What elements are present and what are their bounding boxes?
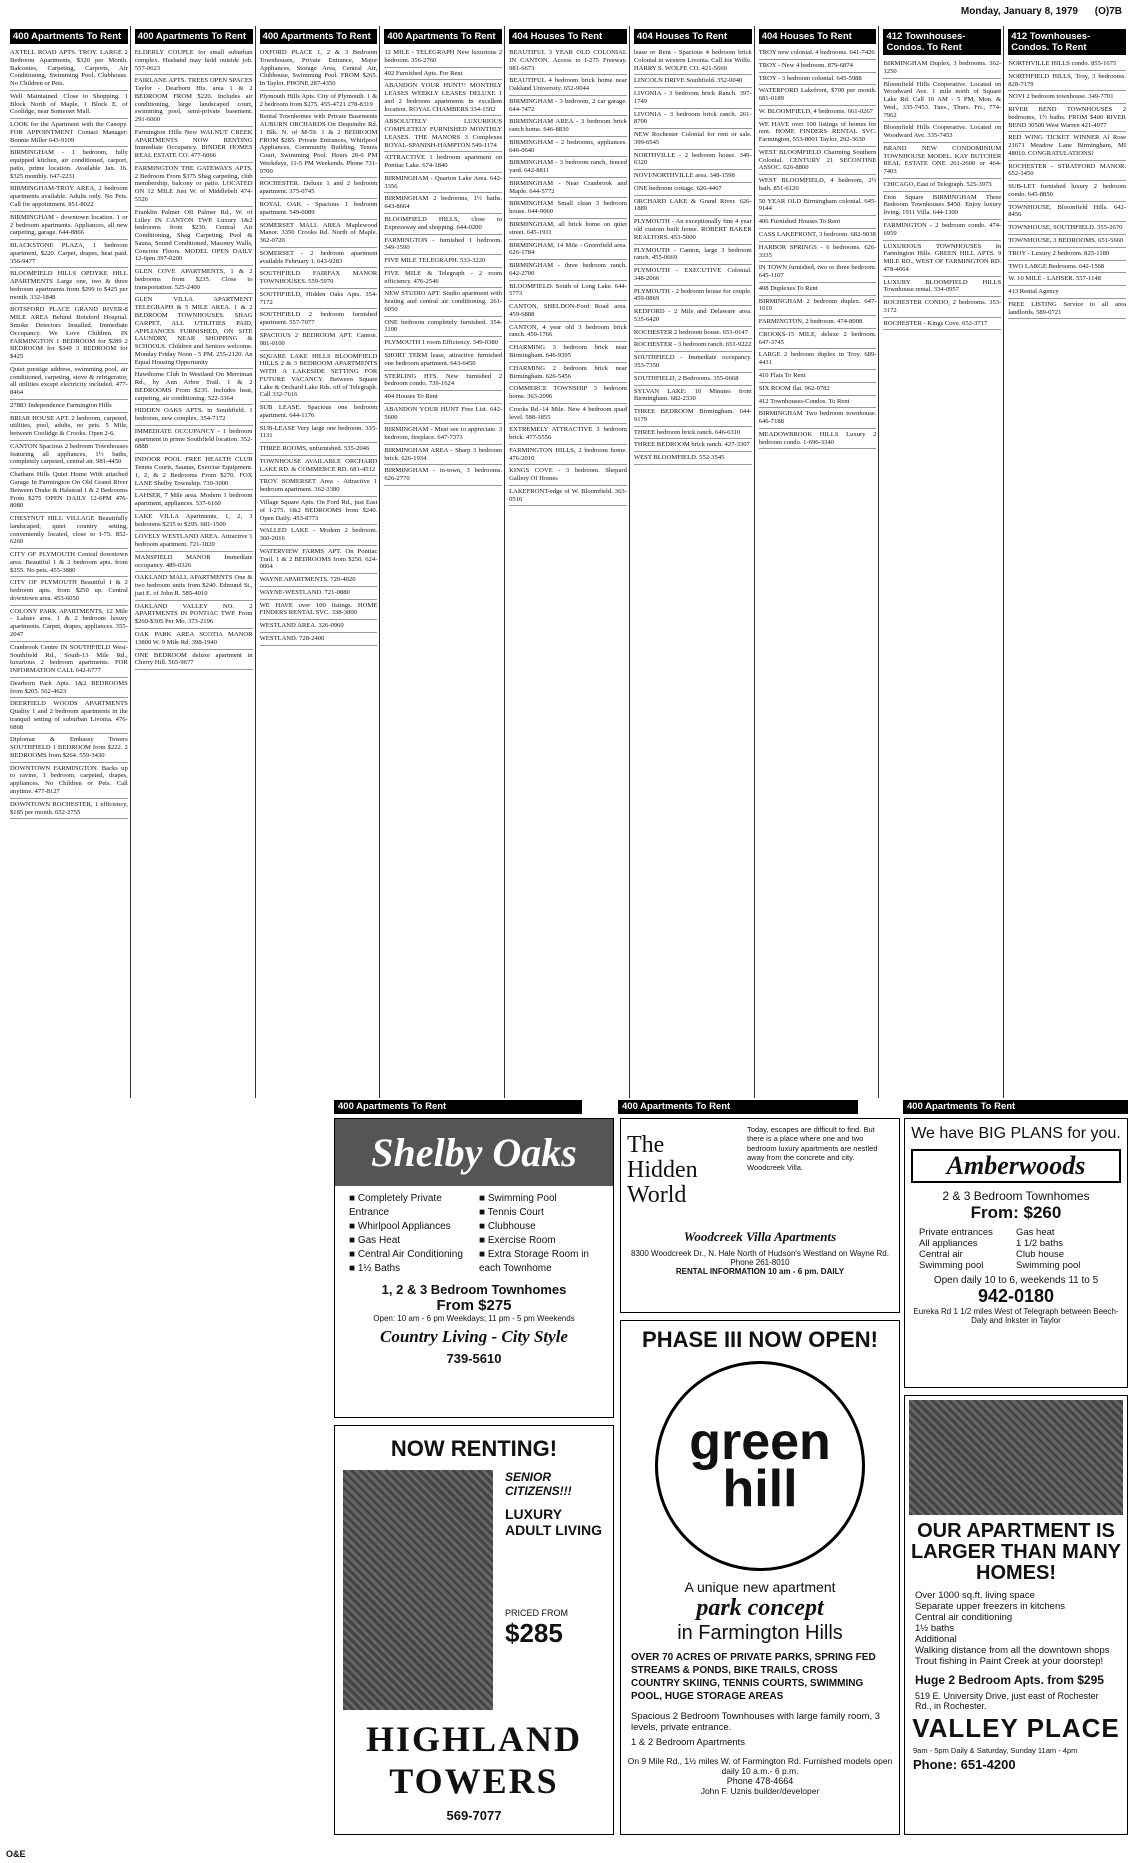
classified-ad: LAHSER, 7 Mile area. Modern 1 bedroom apartment, appliances. 537-6160 bbox=[135, 490, 253, 511]
classified-ad: Diplomat & Embassy Towers SOUTHFIELD 1 BEDROOM from $222. 2 BEDROOMS from $264. 559-3430 bbox=[10, 734, 128, 762]
classified-ad: BIRMINGHAM AREA - Sharp 3 bedroom brick. 626-1934 bbox=[384, 445, 502, 466]
masthead-page: (O)7B bbox=[1094, 6, 1122, 17]
classified-ad: BIRMINGHAM - in-town, 3 bedrooms. 626-2770 bbox=[384, 465, 502, 486]
classified-ad: TROY new colonial. 4 bedrooms. 641-7426 bbox=[759, 47, 877, 60]
classified-ad: SIX ROOM flat. 962-0782 bbox=[759, 383, 877, 396]
classified-ad: NOVI 2 bedroom townhouse. 349-7701 bbox=[1008, 91, 1126, 104]
classified-ad: LUXURIOUS TOWNHOUSES In Farmington Hills. GREEN HILL APTS. 9 MILE RD., WEST OF FARMINGTON RD. 478-4664 bbox=[883, 241, 1001, 277]
classified-ad: CHARMING 3 bedroom brick near Birmingham. 646-9395 bbox=[509, 342, 627, 363]
classified-ad: SOMERSET - 2 bedroom apartment available February 1. 643-9283 bbox=[260, 248, 378, 269]
classified-ad: DEERFIELD WOODS APARTMENTS Quality 1 and 2 bedroom apartments in the tranquil setting of suburban Livonia. 476-6868 bbox=[10, 698, 128, 734]
classified-ad: OXFORD PLACE 1, 2 & 3 Bedroom Townhouses, Private Entrance, Major Appliances, Storage Area, Central Air, Clubhouse, Swimming Pool. FROM $265. In Taylor. PHONE 287-4350 bbox=[260, 47, 378, 91]
classified-columns bbox=[8, 26, 1128, 1098]
classified-column bbox=[8, 26, 131, 1098]
amberwoods-features-left bbox=[919, 1227, 1016, 1271]
classified-column bbox=[1006, 26, 1128, 1098]
amberwoods-hours: Open daily 10 to 6, weekends 11 to 5 bbox=[933, 1275, 1099, 1286]
classified-ad: 410 Flats To Rent bbox=[759, 370, 877, 383]
classified-ad: LINCOLN DRIVE Southfield. 352-0040 bbox=[634, 75, 752, 88]
classified-ad: WE HAVE over 100 listings. HOME FINDERS RENTAL SVC. 338-3800 bbox=[260, 600, 378, 621]
section-header: 400 Apartments To Rent bbox=[618, 1100, 858, 1114]
classified-ad: CROOKS-15 MILE, deluxe 2 bedroom. 647-3745 bbox=[759, 329, 877, 350]
shelby-hours: Open: 10 am - 6 pm Weekdays; 11 pm - 5 pm Weekends bbox=[373, 1314, 575, 1323]
green-hill-builder: John F. Uznis builder/developer bbox=[700, 1786, 820, 1796]
green-hill-concept: park concept bbox=[696, 1595, 824, 1621]
list-item: Club house bbox=[1016, 1249, 1065, 1260]
classified-ad: Hawthorne Club In Westland On Merriman Rd., by Ann Arbor Trail. 1 & 2 BEDROOMS From $235. Includes heat, carpeting, air conditioning. 522-3364 bbox=[135, 369, 253, 405]
classified-ad: Rental Townhomes with Private Basements AUBURN ORCHARDS On Dequindre Rd. 1 Blk. N. of M-59. 1 & 2 BEDROOM FROM $285. Private Entrances, Whirlpool Appliances, Community Building, Tennis Court, Swimming Pool. Hours 20-6 PM Weekdays, 11-5 PM Weekends. Phone 731-9700 bbox=[260, 111, 378, 178]
classified-ad: Farmington Hills New WALNUT CREEK APARTMENTS NOW RENTING Immediate Occupancy. BINDER HOMES REAL ESTATE CO. 477-6066 bbox=[135, 127, 253, 163]
list-item: Swimming pool bbox=[919, 1260, 984, 1271]
classified-ad: ROCHESTER CONDO, 2 bedrooms. 353-3172 bbox=[883, 297, 1001, 318]
list-item: Walking distance from all the downtown shops bbox=[915, 1645, 1110, 1656]
highland-towers-ad bbox=[334, 1425, 614, 1835]
classified-ad: HARBOR SPRINGS - 6 bedrooms. 626-3335 bbox=[759, 242, 877, 263]
classified-ad: SOUTHFIELD, Hidden Oaks Apts. 354-7172 bbox=[260, 289, 378, 310]
classified-ad: NOVI/NORTHVILLE area. 348-1598 bbox=[634, 170, 752, 183]
classified-ad: WEST BLOOMFIELD, 4 bedroom, 2½ bath. 851-6120 bbox=[759, 175, 877, 196]
classified-ad: CASS LAKEFRONT, 3 bedroom. 682-9038 bbox=[759, 229, 877, 242]
highland-senior: SENIOR CITIZENS!!! bbox=[505, 1470, 572, 1498]
classified-ad: ABSOLUTELY LUXURIOUS COMPLETELY FURNISHED MONTHLY LEASES. THE MANORS 3 Complexes ROYAL-SPANISH-HAMPTON 549-1174 bbox=[384, 116, 502, 152]
classified-ad: THREE ROOMS, unfurnished. 535-2046 bbox=[260, 443, 378, 456]
classified-ad: 27883 Independence Farmington Hills bbox=[10, 400, 128, 413]
classified-ad: WATERFORD Lakefront, $700 per month. 681-0189 bbox=[759, 85, 877, 106]
classified-ad: OAK PARK AREA SCOTIA MANOR 13800 W. 9 Mile Rd. 398-1940 bbox=[135, 629, 253, 650]
section-header: 400 Apartments To Rent bbox=[135, 29, 253, 44]
green-hill-ad bbox=[620, 1320, 900, 1835]
classified-ad: CANTON Spacious 2 bedroom Townhouses featuring all appliances, 1½ baths, completely carpeted, central air. 981-4450 bbox=[10, 441, 128, 469]
list-item: ■ Exercise Room bbox=[479, 1234, 599, 1248]
highland-name: HIGHLAND TOWERS bbox=[365, 1719, 583, 1801]
classified-ad: WESTLAND AREA. 326-0960 bbox=[260, 620, 378, 633]
highland-priced: PRICED FROM bbox=[505, 1608, 568, 1618]
classified-ad: Chatham Hills Quiet Home With attached Garage In Farmington On Old Grand River Between Drake & Halstead 1 & 2 Bedrooms From $275 OPEN DAILY 12-6PM 476-8080 bbox=[10, 469, 128, 513]
classified-ad: BIRMINGHAM-TROY AREA, 2 bedroom apartments available. Adults only. No Pets. Call for appointment. 851-8022 bbox=[10, 183, 128, 211]
shelby-amenities bbox=[335, 1186, 613, 1282]
classified-ad: SOUTHFIELD FAIRFAX MANOR TOWNHOUSES. 559-5970 bbox=[260, 268, 378, 289]
classified-ad: LIVONIA - 3 bedroom brick Ranch. 397-1749 bbox=[634, 88, 752, 109]
classified-ad: NORTHFIELD HILLS, Troy, 3 bedrooms. 828-7179 bbox=[1008, 71, 1126, 92]
classified-ad: LOVELY WESTLAND AREA. Attractive 1 bedroom apartment. 721-1820 bbox=[135, 531, 253, 552]
classified-ad: BIRMINGHAM - 3 bedroom, 2 car garage. 644-7472 bbox=[509, 96, 627, 117]
classified-ad: COLONY PARK APARTMENTS, 12 Mile - Lahser area. 1 & 2 bedroom luxury apartments. Carpet, drapes, appliances. 355-2047 bbox=[10, 606, 128, 642]
classified-ad: TROY - 3 bedroom colonial. 645-5988 bbox=[759, 73, 877, 86]
highland-luxury: LUXURY ADULT LIVING bbox=[505, 1506, 602, 1538]
green-hill-location: in Farmington Hills bbox=[677, 1622, 843, 1644]
classified-ad: CHESTNUT HILL VILLAGE Beautifully landscaped, quiet country setting, conveniently located, close to I-75. 852-6260 bbox=[10, 513, 128, 549]
classified-ad: FARMINGTON - 2 bedroom condo. 474-6959 bbox=[883, 220, 1001, 241]
list-item: ■ Swimming Pool bbox=[479, 1192, 599, 1206]
classified-ad: BIRMINGHAM, all brick home on quiet street. 645-1911 bbox=[509, 219, 627, 240]
classified-ad: BIRMINGHAM Two bedroom townhouse. 646-7188 bbox=[759, 408, 877, 429]
list-item: Gas heat bbox=[1016, 1227, 1055, 1238]
list-item: Over 1000 sq.ft. living space bbox=[915, 1590, 1035, 1601]
classified-ad: Cranbrook Centre IN SOUTHFIELD West-Southfield Rd., South-13 Mile Rd., luxurious 2 bedroom apartments. FOR INFORMATION CALL 642-6777 bbox=[10, 642, 128, 678]
section-header: 404 Houses To Rent bbox=[759, 29, 877, 44]
highland-phone: 569-7077 bbox=[446, 1808, 502, 1823]
classified-ad: BIRMINGHAM - Must see to appreciate. 3 bedroom, fireplace. 647-7373 bbox=[384, 424, 502, 445]
classified-ad: ROCHESTER - 3 bedroom ranch. 651-9222 bbox=[634, 339, 752, 352]
classified-ad: ELDERLY COUPLE for small suburban complex. Husband may hold outside job. 557-0623 bbox=[135, 47, 253, 75]
classified-ad: BRIAR HOUSE APT. 2 bedroom, carpeted, utilities, pool, adults, no pets. 5 Mile, between Coolidge & Crooks. Open 2-6. bbox=[10, 413, 128, 441]
classified-ad: CANTON, 4 year old 3 bedroom brick ranch. 459-1766 bbox=[509, 322, 627, 343]
classified-ad: NORTHVILLE HILLS condo. 855-1675 bbox=[1008, 58, 1126, 71]
classified-ad: ROCHESTER - Kings Cove. 652-3717 bbox=[883, 318, 1001, 331]
list-item: 1½ baths bbox=[915, 1623, 955, 1634]
hidden-world-rental: RENTAL INFORMATION 10 am - 6 pm. DAILY bbox=[675, 1266, 845, 1276]
valley-place-photo bbox=[909, 1400, 1123, 1515]
classified-ad: BLOOMFIELD HILLS OPDYKE HILL APARTMENTS Large one, two & three bedroom apartments from $299 to $425 per month. 332-1848 bbox=[10, 268, 128, 304]
highland-title: NOW RENTING! bbox=[390, 1436, 558, 1461]
classified-ad: WEST BLOOMFIELD. 552-3545 bbox=[634, 452, 752, 465]
classified-ad: SOUTHFIELD, 2 Bedrooms. 355-0668 bbox=[634, 373, 752, 386]
classified-ad: 402 Furnished Apts. For Rent bbox=[384, 68, 502, 81]
classified-ad: ATTRACTIVE 1 bedroom apartment on Pontiac Lake. 674-1840 bbox=[384, 152, 502, 173]
classified-ad: SUB-LET furnished luxury 2 bedroom condo. 645-8850 bbox=[1008, 181, 1126, 202]
shelby-oaks-logo: Shelby Oaks bbox=[335, 1119, 613, 1186]
classified-ad: LUXURY BLOOMFIELD HILLS Townhouse rental. 334-0957 bbox=[883, 277, 1001, 298]
list-item: ■ Whirlpool Appliances bbox=[349, 1220, 469, 1234]
classified-ad: BIRMINGHAM - three bedroom ranch. 642-2700 bbox=[509, 260, 627, 281]
classified-ad: FREE LISTING Service to all area landlords. 589-0721 bbox=[1008, 299, 1126, 320]
classified-ad: FARMINGTON THE GATEWAYS APTS. 2 Bedroom From $375 Shag carpeting, club membership, balcony or patio. LOCATED ON 12 MILE Just W. of Middlebelt 474-5526 bbox=[135, 163, 253, 207]
classified-ad: THREE BEDROOM Birmingham. 644-9179 bbox=[634, 406, 752, 427]
classified-ad: WE HAVE over 100 listings of homes for rent. HOME FINDERS RENTAL SVC. Farmington, 553-8001 Taylor, 292-3630 bbox=[759, 119, 877, 147]
amberwoods-directions: Eureka Rd 1 1/2 miles West of Telegraph between Beech-Daly and Inkster in Taylor bbox=[913, 1307, 1119, 1325]
classified-ad: TOWNHOUSE AVAILABLE ORCHARD LAKE RD. & COMMERCE RD. 681-4512 bbox=[260, 456, 378, 477]
classified-ad: IN TOWN furnished, two or three bedroom. 645-1107 bbox=[759, 262, 877, 283]
section-header: 400 Apartments To Rent bbox=[10, 29, 128, 44]
classified-ad: 50 YEAR OLD Birmingham colonial. 645-9144 bbox=[759, 196, 877, 217]
classified-ad: FARMINGTON HILLS, 2 bedroom home. 476-2010 bbox=[509, 445, 627, 466]
classified-ad: WATERVIEW FARMS APT. On Pontiac Trail. 1 & 2 BEDROOMS from $250. 624-0004 bbox=[260, 546, 378, 574]
valley-place-address: 519 E. University Drive, just east of Rochester Rd., in Rochester. bbox=[915, 1691, 1099, 1711]
classified-ad: EXTREMELY ATTRACTIVE 3 bedroom brick. 477-5556 bbox=[509, 424, 627, 445]
classified-ad: ABANDON YOUR HUNT!! MONTHLY LEASES WEEKLY LEASES DELUXE 1 and 2 bedroom apartments in excellent location. ROYAL CHAMBERS 334-1502 bbox=[384, 80, 502, 116]
classified-ad: SHORT TERM lease, attractive furnished one bedroom apartment. 643-6450 bbox=[384, 350, 502, 371]
section-header: 400 Apartments To Rent bbox=[334, 1100, 582, 1114]
classified-ad: TOWNHOUSE, Bloomfield Hills. 642-8456 bbox=[1008, 202, 1126, 223]
classified-ad: ORCHARD LAKE & Grand River. 626-1889 bbox=[634, 196, 752, 217]
classified-ad: lease or Rent - Spacious 4 bedroom brick Colonial in western Livonia. Call Joe Wolfe. HARRY S. WOLFE CO. 421-5660 bbox=[634, 47, 752, 75]
green-hill-logo bbox=[655, 1361, 865, 1571]
classified-ad: BLOOMFIELD. South of Long Lake. 644-5773 bbox=[509, 281, 627, 302]
classified-ad: HIDDEN OAKS APTS. in Southfield. 1 bedroom, new complex. 354-7172 bbox=[135, 405, 253, 426]
valley-place-headline: OUR APARTMENT IS LARGER THAN MANY HOMES! bbox=[911, 1520, 1121, 1584]
green-hill-logo-top: green bbox=[689, 1413, 831, 1472]
classified-ad: THREE BEDROOM brick ranch. 427-3307 bbox=[634, 439, 752, 452]
shelby-oaks-ad bbox=[334, 1118, 614, 1418]
classified-ad: BIRMINGHAM - 3 bedroom ranch, fenced yard. 642-8811 bbox=[509, 157, 627, 178]
classified-ad: WALLED LAKE - Modern 2 bedroom. 360-2016 bbox=[260, 525, 378, 546]
amberwoods-sub: 2 & 3 Bedroom Townhomes bbox=[942, 1189, 1090, 1203]
classified-ad: TROY SOMERSET Area - Attractive 1 bedroom apartment. 362-3380 bbox=[260, 476, 378, 497]
section-header: 400 Apartments To Rent bbox=[384, 29, 502, 44]
section-header: 400 Apartments To Rent bbox=[903, 1100, 1128, 1114]
classified-ad: ROCHESTER. Deluxe 1 and 2 bedroom apartment. 375-0745 bbox=[260, 178, 378, 199]
classified-ad: SOUTHFIELD - Immediate occupancy. 353-7350 bbox=[634, 352, 752, 373]
hidden-world-phone: Phone 261-8010 bbox=[730, 1257, 790, 1267]
green-hill-sub: A unique new apartment bbox=[684, 1579, 836, 1595]
valley-place-huge: Huge 2 Bedroom Apts. from $295 bbox=[915, 1673, 1104, 1687]
classified-ad: KINGS COVE - 3 bedroom. Shepard Gallery Of Homes bbox=[509, 465, 627, 486]
classified-ad: LIVONIA - 3 bedroom brick ranch. 261-8700 bbox=[634, 109, 752, 130]
classified-ad: LARGE 2 bedroom duplex in Troy. 689-4431 bbox=[759, 349, 877, 370]
classified-ad: COMMERCE TOWNSHIP 3 bedroom home. 363-2096 bbox=[509, 383, 627, 404]
classified-ad: 412 Townhouses-Condos. To Rent bbox=[759, 396, 877, 409]
classified-ad: 408 Duplexes To Rent bbox=[759, 283, 877, 296]
classified-ad: MANSFIELD MANOR Immediate occupancy. 489-0326 bbox=[135, 552, 253, 573]
classified-ad: Crooks Rd.-14 Mile. New 4 bedroom quad level. 588-1855 bbox=[509, 404, 627, 425]
valley-place-hours: 9am - 5pm Daily & Saturday, Sunday 11am - 4pm bbox=[913, 1746, 1078, 1755]
classified-ad: Plymouth Hills Apts. City of Plymouth. 1 & 2 bedroom from $275. 455-4721 278-8319 bbox=[260, 91, 378, 112]
classified-ad: WESTLAND. 728-2400 bbox=[260, 633, 378, 646]
classified-ad: INDOOR POOL FREE HEALTH CLUB Tennis Courts, Saunas, Exercise Equipment. 1, 2, & 2 Bedrooms From $270. FOX LANE Shelby Township. 739-3000 bbox=[135, 454, 253, 490]
shelby-tagline: Country Living - City Style bbox=[380, 1327, 568, 1346]
shelby-headline: 1, 2 & 3 Bedroom Townhomes bbox=[381, 1282, 567, 1297]
classified-ad: CHARMING 2 bedroom brick near Birmingham. 626-5456 bbox=[509, 363, 627, 384]
classified-ad: 406 Furnished Houses To Rent bbox=[759, 216, 877, 229]
hidden-world-title: The Hidden World bbox=[627, 1132, 698, 1209]
classified-column bbox=[258, 26, 381, 1098]
classified-ad: MEADOWBROOK HILLS Luxury 2 bedroom condo. 1-696-3340 bbox=[759, 429, 877, 450]
section-header: 412 Townhouses-Condos. To Rent bbox=[883, 29, 1001, 55]
valley-place-ad bbox=[904, 1395, 1128, 1835]
classified-ad: 12 MILE - TELEGRAPH New luxurious 2 bedroom. 356-2760 bbox=[384, 47, 502, 68]
green-hill-phone: Phone 478-4664 bbox=[726, 1776, 794, 1786]
hidden-world-ad bbox=[620, 1118, 900, 1313]
classified-ad: Well Maintained. Close to Shopping. 1 Block North of Maple, 1 Block E. of Coolidge, near Somerset Mall. bbox=[10, 91, 128, 119]
classified-ad: NORTHVILLE - 2 bedroom house. 349-6320 bbox=[634, 150, 752, 171]
woodcreek-logo: Woodcreek Villa Apartments bbox=[683, 1228, 837, 1244]
classified-ad: WAYNE-WESTLAND. 721-0880 bbox=[260, 587, 378, 600]
classified-ad: ROYAL OAK - Spacious 1 bedroom apartment. 549-0089 bbox=[260, 199, 378, 220]
valley-place-phone: Phone: 651-4200 bbox=[913, 1757, 1016, 1772]
classified-ad: BIRMINGHAM - Near Cranbrook and Maple. 644-5772 bbox=[509, 178, 627, 199]
classified-ad: SOUTHFIELD 2 bedroom furnished apartment. 557-7077 bbox=[260, 309, 378, 330]
classified-ad: NEW STUDIO APT. Studio apartment with heating and central air conditioning. 261-6050 bbox=[384, 288, 502, 316]
classified-ad: SUB LEASE. Spacious one bedroom apartment. 644-1176 bbox=[260, 402, 378, 423]
amberwoods-lead: We have BIG PLANS for you. bbox=[911, 1125, 1121, 1142]
classified-ad: W. 10 MILE - LAHSER. 557-1148 bbox=[1008, 273, 1126, 286]
classified-ad: Quiet prestige address, swimming pool, air conditioned, carpeting, stove & refrigerator, all utilities except electricity included. 477-8464 bbox=[10, 364, 128, 400]
classified-ad: Eton Square BIRMINGHAM Three Bedroom Townhouses $450. Enjoy luxury living. 1911 Villa. 644-1300 bbox=[883, 192, 1001, 220]
list-item: Trout fishing in Paint Creek at your doorstep! bbox=[915, 1656, 1104, 1667]
classified-column bbox=[632, 26, 755, 1098]
classified-ad: SOMERSET MALL AREA Maplewood Manor. 3350 Crooks Rd. North of Maple. 362-0720 bbox=[260, 220, 378, 248]
hidden-world-address: 8300 Woodcreek Dr., N. Hale North of Hudson's Westland on Wayne Rd. bbox=[631, 1248, 889, 1258]
classified-ad: BLOOMFIELD HILLS, close to Expressway and shopping. 644-0200 bbox=[384, 214, 502, 235]
classified-ad: SYLVAN LAKE: 10 Minutes from Birmingham. 682-2330 bbox=[634, 386, 752, 407]
highland-building-photo bbox=[343, 1470, 493, 1710]
classified-ad: REDFORD - 2 Mile and Delaware area. 535-6420 bbox=[634, 306, 752, 327]
classified-ad: Village Square Apts. On Ford Rd., just East of I-275. 1&2 BEDROOMS from $240. Open Daily. 453-8773 bbox=[260, 497, 378, 525]
classified-ad: SQUARE LAKE HILLS BLOOMFIELD HILLS 2 & 3 BEDROOM APARTMENTS WITH A LAKESIDE SETTING FOR FUTURE VACANCY. Between Square Lake & Orchard Lake Rds. off of Telegraph. Call 332-7616 bbox=[260, 351, 378, 403]
list-item: ■ Central Air Conditioning bbox=[349, 1248, 469, 1262]
classified-ad: IMMEDIATE OCCUPANCY - 1 bedroom apartment in prime Southfield location. 352-6888 bbox=[135, 426, 253, 454]
classified-ad: 413 Rental Agency bbox=[1008, 286, 1126, 299]
classified-ad: BIRMINGHAM 2 bedrooms, 1½ baths. 643-8664 bbox=[384, 193, 502, 214]
valley-place-features bbox=[905, 1586, 1127, 1671]
amberwoods-phone: 942-0180 bbox=[977, 1286, 1055, 1306]
classified-ad: ROCHESTER - STRATFORD MANOR. 652-1450 bbox=[1008, 161, 1126, 182]
list-item: Central air bbox=[919, 1249, 963, 1260]
classified-ad: Bloomfield Hills Cooperative. Located on Woodward Ave. 335-7453 bbox=[883, 122, 1001, 143]
classified-column bbox=[757, 26, 880, 1098]
classified-ad: BIRMINGHAM Duplex, 3 bedrooms. 362-1250 bbox=[883, 58, 1001, 79]
classified-ad: BIRMINGHAM - 1 bedroom, fully equipped kitchen, air conditioned, carport, patio, prime location. Available Jan. 16. $325 monthly. 647-2231 bbox=[10, 147, 128, 183]
classified-ad: ONE bedroom completely furnished. 354-1100 bbox=[384, 317, 502, 338]
classified-ad: BEAUTIFUL 4 bedroom brick home near Oakland University. 652-9044 bbox=[509, 75, 627, 96]
section-header: 412 Townhouses-Condos. To Rent bbox=[1008, 29, 1126, 55]
section-header: 404 Houses To Rent bbox=[634, 29, 752, 44]
classified-ad: BIRMINGHAM - downtown location. 1 or 2 bedroom apartments. Appliances, all new carpeting, garage. 644-8866 bbox=[10, 212, 128, 240]
list-item: ■ Clubhouse bbox=[479, 1220, 599, 1234]
classified-ad: PLYMOUTH - 2 bedroom house for couple. 459-0869 bbox=[634, 286, 752, 307]
classified-ad: W. BLOOMFIELD, 4 bedrooms. 661-0267 bbox=[759, 106, 877, 119]
classified-ad: SUB-LEASE Very large one bedroom. 335-1131 bbox=[260, 423, 378, 444]
classified-ad: LOOK for the Apartment with the Canopy. FOR APPOINTMENT Contact Manager: Bonnie Miller 643-9109 bbox=[10, 119, 128, 147]
classified-ad: BIRMINGHAM, 14 Mile - Greenfield area. 626-1784 bbox=[509, 240, 627, 261]
classified-ad: BIRMINGHAM AREA - 3 bedroom brick ranch home. 646-8830 bbox=[509, 116, 627, 137]
list-item: Separate upper freezers in kitchens bbox=[915, 1601, 1065, 1612]
classified-ad: PLYMOUTH 1 room Efficiency. 349-0380 bbox=[384, 337, 502, 350]
classified-ad: WEST BLOOMFIELD Charming Southern Colonial. CENTURY 21 SECONTINE ASSOC. 626-8800 bbox=[759, 147, 877, 175]
amberwoods-logo: Amberwoods bbox=[911, 1149, 1121, 1183]
classified-ad: CHICAGO, East of Telegraph. 525-3973 bbox=[883, 179, 1001, 192]
section-header: 400 Apartments To Rent bbox=[260, 29, 378, 44]
classified-ad: TROY - New 4 bedroom. 879-6874 bbox=[759, 60, 877, 73]
classified-ad: FAIRLANE APTS. TREES OPEN SPACES Taylor - Dearborn Hts. area 1 & 2 BEDROOM FROM $220. Includes air conditioning, large landscaped court, swimming pool, semi-private basement. 291-6060 bbox=[135, 75, 253, 127]
masthead-date: Monday, January 8, 1979 bbox=[960, 6, 1078, 17]
list-item: Private entrances bbox=[919, 1227, 993, 1238]
classified-ad: BOTSFORD PLACE GRAND RIVER-8 MILE AREA Behind Botsford Hospital. Smoke Detectors Installed. Immediate Occupancy. We Love Children. IN FARMINGTON 1 BEDROOM for $289 2 BEDROOM for $349 3 BEDROOM for $425 bbox=[10, 304, 128, 363]
classified-column bbox=[133, 26, 256, 1098]
section-header: 404 Houses To Rent bbox=[509, 29, 627, 44]
classified-ad: GLEN VILLA APARTMENT TELEGRAPH & 5 MILE AREA. 1 & 2 BEDROOM TOWNHOUSES. SHAG CARPET, ALL UTILITIES PAID, APPLIANCES FURNISHED, ON SITE LAUNDRY, NEAR SHOPPING & SCHOOLS. Children and Seniors welcome. Monday Friday Noon - 5 PM. 255-2120. An Equal Housing Opportunity bbox=[135, 294, 253, 369]
classified-ad: ONE BEDROOM deluxe apartment in Cherry Hill. 565-9677 bbox=[135, 650, 253, 671]
classified-ad: STERLING HTS. New furnished 2 bedroom condo. 739-1624 bbox=[384, 371, 502, 392]
shelby-phone: 739-5610 bbox=[446, 1351, 502, 1366]
list-item: Swimming pool bbox=[1016, 1260, 1081, 1271]
classified-ad: CANTON, SHELDON-Ford Road area. 459-6888 bbox=[509, 301, 627, 322]
list-item: Central air conditioning bbox=[915, 1612, 1013, 1623]
classified-ad: CITY OF PLYMOUTH Beautiful 1 & 2 bedroom apts. from $250 up. Central downtown area. 453-6050 bbox=[10, 577, 128, 605]
classified-ad: Bloomfield Hills Cooperative. Located on Woodward Ave. 1 mile north of Square Lake Rd. Call 10 AM - 5 PM, Mon. & Wed., 335-7453. Tues., Thurs. Fri., 774-7962 bbox=[883, 79, 1001, 123]
valley-place-logo: VALLEY PLACE bbox=[912, 1713, 1120, 1743]
classified-column bbox=[507, 26, 630, 1098]
classified-ad: ONE bedroom cottage. 626-4467 bbox=[634, 183, 752, 196]
classified-ad: BIRMINGHAM - 2 bedrooms, appliances. 646-0640 bbox=[509, 137, 627, 158]
page-footer: O&E bbox=[6, 1849, 26, 1859]
list-item: ■ 1½ Baths bbox=[349, 1262, 469, 1276]
amberwoods-ad bbox=[904, 1118, 1128, 1388]
list-item: All appliances bbox=[919, 1238, 978, 1249]
classified-ad: OAKLAND VALLEY NO. 2 APARTMENTS IN PONTIAC TWP. From $260-$305 Per Mo. 373-2196 bbox=[135, 601, 253, 629]
masthead bbox=[961, 6, 1122, 17]
classified-column bbox=[881, 26, 1004, 1098]
amberwoods-price: From: $260 bbox=[970, 1203, 1062, 1222]
classified-ad: BIRMINGHAM 2 bedroom duplex. 647-1610 bbox=[759, 296, 877, 317]
classified-ad: PLYMOUTH - Canton, large 3 bedroom ranch. 455-0669 bbox=[634, 245, 752, 266]
list-item: ■ Extra Storage Room in each Townhome bbox=[479, 1248, 599, 1276]
classified-ad: BLACKSTONE PLAZA, 1 bedroom apartment, $220. Carpet, drapes, heat paid. 356-9477 bbox=[10, 240, 128, 268]
classified-ad: THREE bedroom brick ranch. 646-6310 bbox=[634, 427, 752, 440]
classified-ad: WAYNE APARTMENTS. 729-4020 bbox=[260, 574, 378, 587]
classified-ad: SPACIOUS 2 BEDROOM APT. Canton. 981-0100 bbox=[260, 330, 378, 351]
classified-ad: 404 Houses To Rent bbox=[384, 391, 502, 404]
green-hill-bullet-1: Spacious 2 Bedroom Townhouses with large family room, 3 levels, private entrance. bbox=[631, 1711, 881, 1733]
list-item: ■ Completely Private Entrance bbox=[349, 1192, 469, 1220]
classified-ad: FIVE MILE & Telegraph - 2 room efficiency. 476-2546 bbox=[384, 268, 502, 289]
list-item: Additional bbox=[915, 1634, 957, 1645]
classified-ad: LAKEFRONT-edge of W. Bloomfield. 363-0510 bbox=[509, 486, 627, 507]
display-ads-section bbox=[8, 1100, 1128, 1850]
list-item: 1 1/2 baths bbox=[1016, 1238, 1064, 1249]
classified-ad: TROY - Luxury 2 bedroom. 825-1180 bbox=[1008, 248, 1126, 261]
classified-ad: TOWNHOUSE, 3 BEDROOMS. 651-5660 bbox=[1008, 235, 1126, 248]
list-item: ■ Tennis Court bbox=[479, 1206, 599, 1220]
classified-ad: NEW Rochester Colonial for rent or sale. 399-6545 bbox=[634, 129, 752, 150]
classified-ad: CITY OF PLYMOUTH Central downtown area. Beautiful 1 & 2 bedroom apts. from $255. No pets. 455-3880 bbox=[10, 549, 128, 577]
classified-ad: DOWNTOWN FARMINGTON. Backs up to ravine, 1 bedroom, carpeted, drapes, appliances. No Children or Pets. Call anytime. 477-8127 bbox=[10, 763, 128, 799]
green-hill-address: On 9 Mile Rd., 1½ miles W. of Farmington Rd. Furnished models open daily 10 a.m.- 6 p.m. bbox=[627, 1756, 893, 1776]
classified-ad: ABANDON YOUR HUNT Free List. 642-5600 bbox=[384, 404, 502, 425]
classified-ad: Franklin Palmer Off Palmer Rd., W. of Lilley IN CANTON TWP. Luxury 1&2 bedrooms from $230. Central Air Conditioning, Shag Carpeting, Pool & Sauna, Sound Conditioned, Masonry Walls, Concrete Floors. MODEL OPEN DAILY 12-6pm 397-0200 bbox=[135, 207, 253, 266]
classified-ad: FIVE MILE TELEGRAPH. 533-3220 bbox=[384, 255, 502, 268]
highland-price: $285 bbox=[505, 1618, 563, 1648]
classified-ad: TOWNHOUSE, SOUTHFIELD. 355-2670 bbox=[1008, 222, 1126, 235]
classified-ad: LAKE VILLA Apartments, 1, 2, 3 bedrooms $235 to $295. 681-1500 bbox=[135, 511, 253, 532]
classified-ad: BIRMINGHAM - Quarton Lake Area. 642-3356 bbox=[384, 173, 502, 194]
classified-ad: FARMINGTON - furnished 1 bedroom. 349-1590 bbox=[384, 235, 502, 256]
classified-ad: ROCHESTER 2 bedroom house. 651-0147 bbox=[634, 327, 752, 340]
hidden-world-copy: Today, escapes are difficult to find. But there is a place where one and two bedroom luxury apartments are nestled away from the concrete and city. Woodcreek Villa. bbox=[747, 1125, 878, 1172]
classified-ad: RIVER BEND TOWNHOUSES 2 bedrooms, 1½ baths. FROM $400 RIVER BEND 30500 West Warren 421-4977 bbox=[1008, 104, 1126, 132]
classified-ad: RED WING TICKET WINNER Al Rose 21671 Meadow Lane Birmingham, MI 48010. CONGRATULATIONS! bbox=[1008, 132, 1126, 160]
amberwoods-features-right bbox=[1016, 1227, 1113, 1271]
shelby-price: From $275 bbox=[436, 1297, 512, 1314]
list-item: ■ Gas Heat bbox=[349, 1234, 469, 1248]
classified-ad: BIRMINGHAM Small clean 3 bedroom house. 644-9060 bbox=[509, 198, 627, 219]
classified-ad: TWO LARGE Bedrooms. 642-1568 bbox=[1008, 261, 1126, 274]
green-hill-features: OVER 70 ACRES OF PRIVATE PARKS, SPRING FED STREAMS & PONDS, BIKE TRAILS, CROSS COUNTRY SKIING, TENNIS COURTS, SWIMMING POOL, HUGE STORAGE AREAS bbox=[631, 1652, 876, 1702]
green-hill-bullet-2: 1 & 2 Bedroom Apartments bbox=[631, 1737, 746, 1748]
classified-ad: GLEN COVE APARTMENTS, 1 & 2 bedrooms from $235. Close to transportation. 525-2400 bbox=[135, 266, 253, 294]
classified-ad: PLYMOUTH - EXECUTIVE Colonial. 348-2066 bbox=[634, 265, 752, 286]
green-hill-logo-bottom: hill bbox=[722, 1460, 798, 1518]
classified-column bbox=[382, 26, 505, 1098]
classified-ad: BEAUTIFUL 3 YEAR OLD COLONIAL IN CANTON. Access to I-275 Freeway. 981-6673 bbox=[509, 47, 627, 75]
green-hill-phase: PHASE III NOW OPEN! bbox=[642, 1327, 878, 1352]
classified-ad: PLYMOUTH - An exceptionally fine 4 year old custom built home. ROBERT BAKER REALTORS. 453-5000 bbox=[634, 216, 752, 244]
classified-ad: Dearborn Park Apts. 1&2 BEDROOMS from $205. 562-4623 bbox=[10, 678, 128, 699]
classified-ad: AXTELL ROAD APTS. TROY. LARGE 2 Bedroom Apartments, $320 per Month. Balconies, Carpeting, Carports, Air Conditioning, Swimming Pool, Clubhouse. No Children or Pets. bbox=[10, 47, 128, 91]
classified-ad: DOWNTOWN ROCHESTER, 1 efficiency, $185 per month. 652-2755 bbox=[10, 799, 128, 820]
classified-ad: OAKLAND MALL APARTMENTS One & two bedroom units from $240. Edmund St., just E. of John R. 585-4010 bbox=[135, 572, 253, 600]
classified-ad: FARMINGTON, 2 bedroom. 474-8008 bbox=[759, 316, 877, 329]
classified-ad: BRAND NEW CONDOMINIUM TOWNHOUSE MODEL. KAY BUTCHER REAL ESTATE ONE 261-2600 or 464-7403 bbox=[883, 143, 1001, 179]
